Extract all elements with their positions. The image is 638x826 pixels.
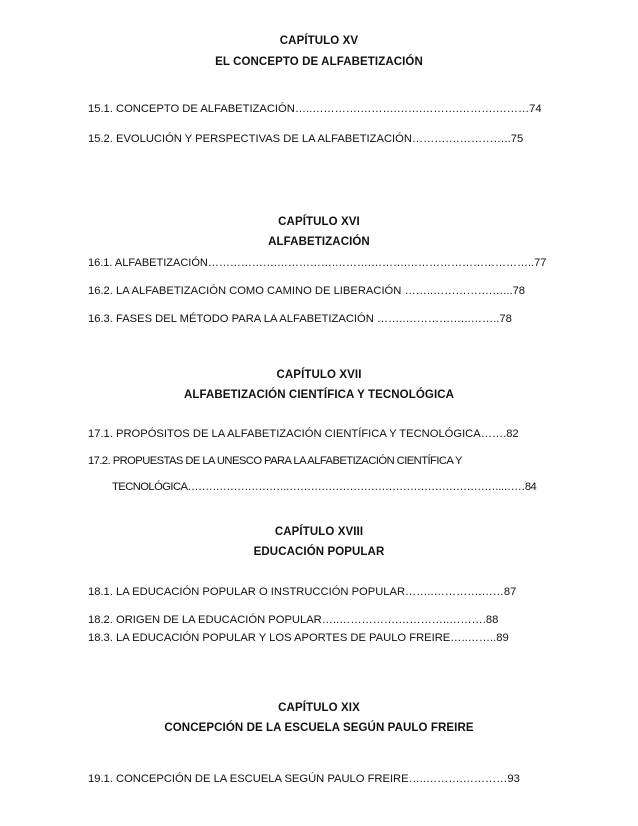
chapter-heading: CAPÍTULO XVII [276,369,362,381]
toc-entry: 16.3. FASES DEL MÉTODO PARA LA ALFABETIZACIÓN ……..………….…..……..78 [88,313,512,325]
toc-entry: 18.2. ORIGEN DE LA EDUCACIÓN POPULAR…..…………….…………..……….88 [88,614,499,626]
toc-entry: 18.1. LA EDUCACIÓN POPULAR O INSTRUCCIÓN POPULAR……..………….……87 [88,586,517,598]
toc-entry: 16.2. LA ALFABETIZACIÓN COMO CAMINO DE LIBERACIÓN ……..…………….…...78 [88,285,526,297]
chapter-title: ALFABETIZACIÓN CIENTÍFICA Y TECNOLÓGICA [183,389,455,401]
chapter-heading: CAPÍTULO XV [279,35,359,47]
chapter-heading: CAPÍTULO XVIII [274,526,364,538]
toc-entry: 15.2. EVOLUCIÓN Y PERSPECTIVAS DE LA ALFABETIZACIÓN……….……………..75 [88,133,524,145]
chapter-heading: CAPÍTULO XIX [278,702,360,714]
toc-entry: 16.1. ALFABETIZACIÓN……………….…………….……….……….……………………………..77 [88,257,547,269]
toc-entry: 18.3. LA EDUCACIÓN POPULAR Y LOS APORTES DE PAULO FREIRE…..……..89 [88,632,509,644]
toc-entry-continuation: TECNOLÓGICA……………………….……………………………………………………..……84 [112,481,537,493]
chapter-heading: CAPÍTULO XVI [278,216,360,228]
chapter-title: ALFABETIZACIÓN [268,236,370,248]
toc-entry: 17.2. PROPUESTAS DE LA UNESCO PARA LA ALFABETIZACIÓN CIENTÍFICA Y [88,455,462,467]
chapter-title: EL CONCEPTO DE ALFABETIZACIÓN [215,56,423,68]
chapter-title: CONCEPCIÓN DE LA ESCUELA SEGÚN PAULO FREIRE [164,722,474,734]
toc-entry: 19.1. CONCEPCIÓN DE LA ESCUELA SEGÚN PAULO FREIRE…..……….…………93 [88,773,520,785]
chapter-title: EDUCACIÓN POPULAR [253,546,385,558]
toc-entry: 15.1. CONCEPTO DE ALFABETIZACIÓN…..………….……….…….……….……….………74 [88,103,542,115]
toc-entry: 17.1. PROPÓSITOS DE LA ALFABETIZACIÓN CIENTÍFICA Y TECNOLÓGICA…….82 [88,428,519,440]
